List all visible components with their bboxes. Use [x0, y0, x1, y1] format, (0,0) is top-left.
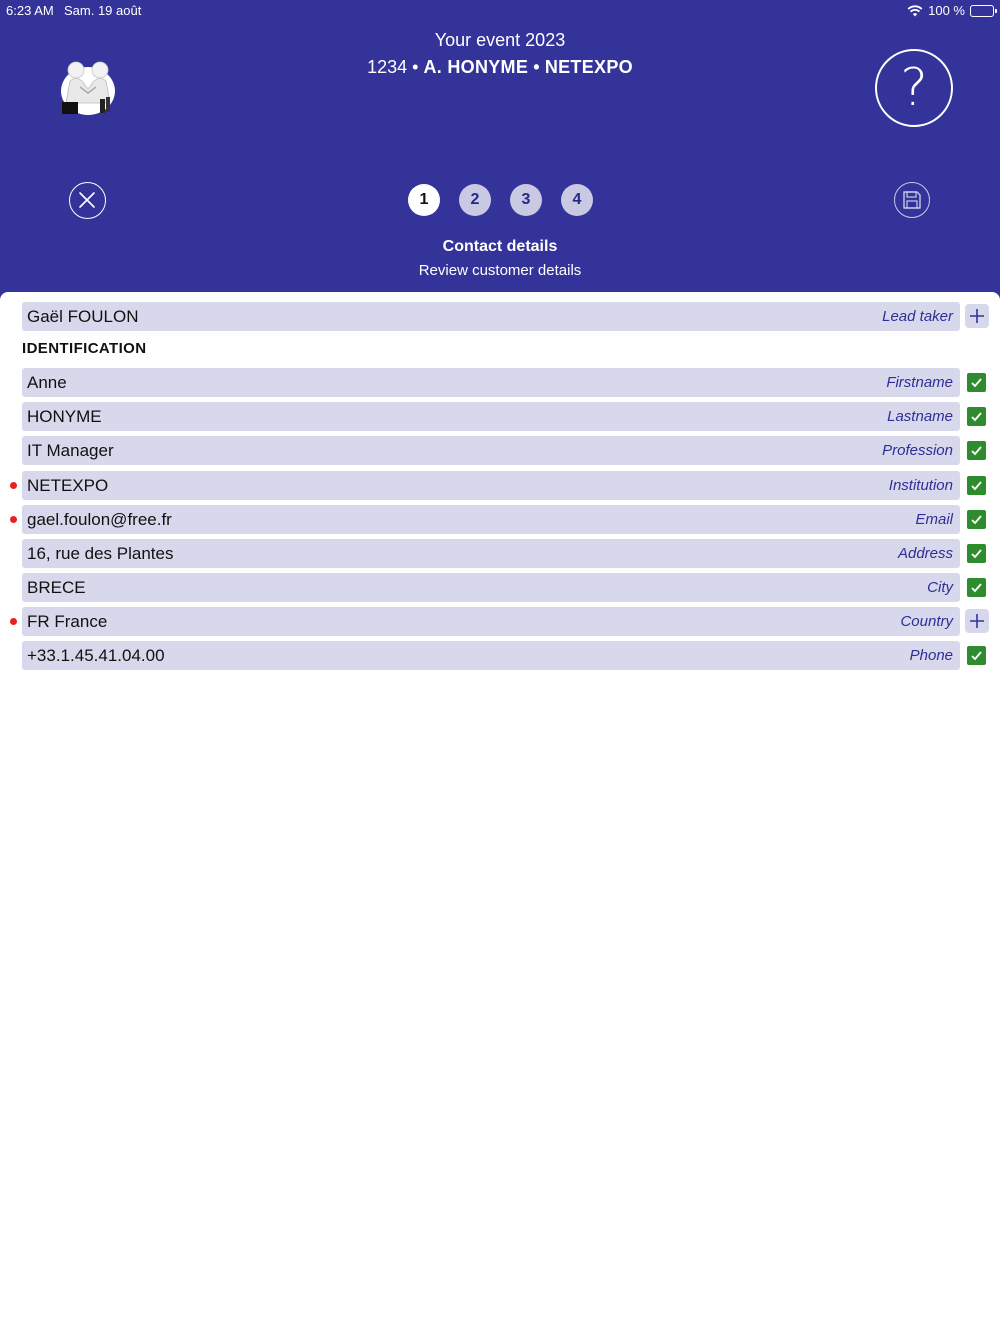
field-value: gael.foulon@free.fr: [27, 510, 172, 529]
firstname-checkbox[interactable]: [967, 373, 986, 392]
field-row-profession: [22, 436, 990, 465]
check-icon: [970, 376, 983, 389]
check-icon: [970, 513, 983, 526]
field-label: Lastname: [887, 408, 953, 425]
lead-taker-row: [22, 302, 990, 331]
status-time: 6:23 AM: [6, 3, 54, 18]
institution-field[interactable]: [22, 471, 960, 500]
step-2[interactable]: 2: [459, 184, 491, 216]
address-field[interactable]: [22, 539, 960, 568]
field-label: Address: [897, 545, 953, 562]
step-1[interactable]: 1: [408, 184, 440, 216]
step-subtitle: Review customer details: [418, 262, 582, 279]
section-title-identification: IDENTIFICATION: [22, 340, 147, 357]
step-4[interactable]: 4: [561, 184, 593, 216]
required-indicator: [10, 618, 17, 625]
step-3[interactable]: 3: [510, 184, 542, 216]
field-label: Firstname: [886, 374, 953, 391]
check-icon: [970, 410, 983, 423]
event-title: Your event 2023: [434, 30, 566, 50]
step-indicator: [408, 184, 593, 216]
lead-taker-field[interactable]: [22, 302, 960, 331]
separator: •: [533, 57, 540, 77]
separator: •: [412, 57, 419, 77]
field-value: BRECE: [27, 578, 86, 597]
add-country-button[interactable]: [965, 609, 989, 633]
field-label: Institution: [888, 477, 953, 494]
status-date: Sam. 19 août: [64, 3, 142, 18]
field-label: Phone: [909, 647, 953, 664]
check-icon: [970, 444, 983, 457]
profession-checkbox[interactable]: [967, 441, 986, 460]
email-checkbox[interactable]: [967, 510, 986, 529]
field-row-country: [22, 607, 990, 636]
contact-name: A. HONYME: [423, 57, 529, 77]
city-checkbox[interactable]: [967, 578, 986, 597]
phone-checkbox[interactable]: [967, 646, 986, 665]
status-indicators: [907, 3, 994, 18]
field-label: Email: [915, 511, 953, 528]
field-label: Lead taker: [882, 308, 953, 325]
lastname-checkbox[interactable]: [967, 407, 986, 426]
field-value: IT Manager: [27, 441, 114, 460]
step-title: Contact details: [442, 238, 558, 255]
field-value: +33.1.45.41.04.00: [27, 646, 165, 665]
field-value: 16, rue des Plantes: [27, 544, 174, 563]
question-mark-icon: ?: [900, 58, 928, 118]
plus-icon: [969, 613, 985, 629]
institution-checkbox[interactable]: [967, 476, 986, 495]
status-bar: [6, 3, 994, 19]
header: [0, 0, 1000, 300]
check-icon: [970, 649, 983, 662]
field-value: NETEXPO: [27, 476, 109, 495]
address-checkbox[interactable]: [967, 544, 986, 563]
city-field[interactable]: [22, 573, 960, 602]
field-value: HONYME: [27, 407, 102, 426]
firstname-field[interactable]: [22, 368, 960, 397]
field-row-city: [22, 573, 990, 602]
field-label: City: [927, 579, 953, 596]
event-id: 1234: [367, 57, 408, 77]
field-row-email: [22, 505, 990, 534]
field-label: Country: [900, 613, 953, 630]
battery-percent: 100 %: [928, 3, 965, 18]
check-icon: [970, 547, 983, 560]
battery-icon: [970, 5, 994, 17]
company-name: NETEXPO: [544, 57, 633, 77]
event-subtitle: [0, 57, 1000, 78]
profession-field[interactable]: [22, 436, 960, 465]
email-field[interactable]: [22, 505, 960, 534]
required-indicator: [10, 482, 17, 489]
field-value: FR France: [27, 612, 108, 631]
lastname-field[interactable]: [22, 402, 960, 431]
country-field[interactable]: [22, 607, 960, 636]
add-lead-taker-button[interactable]: [965, 304, 989, 328]
check-icon: [970, 581, 983, 594]
check-icon: [970, 479, 983, 492]
phone-field[interactable]: [22, 641, 960, 670]
field-value: Anne: [27, 373, 67, 392]
required-indicator: [10, 516, 17, 523]
field-label: Profession: [882, 442, 953, 459]
wifi-icon: [907, 5, 923, 17]
field-row-firstname: [22, 368, 990, 397]
close-button[interactable]: [69, 182, 106, 219]
field-row-institution: [22, 471, 990, 500]
field-row-address: [22, 539, 990, 568]
plus-icon: [969, 308, 985, 324]
floppy-disk-icon: [902, 190, 922, 210]
save-button[interactable]: [894, 182, 930, 218]
help-button[interactable]: [875, 49, 953, 127]
close-circle-icon: [70, 183, 104, 217]
field-value: Gaël FOULON: [27, 307, 139, 326]
field-row-phone: [22, 641, 990, 670]
field-row-lastname: [22, 402, 990, 431]
